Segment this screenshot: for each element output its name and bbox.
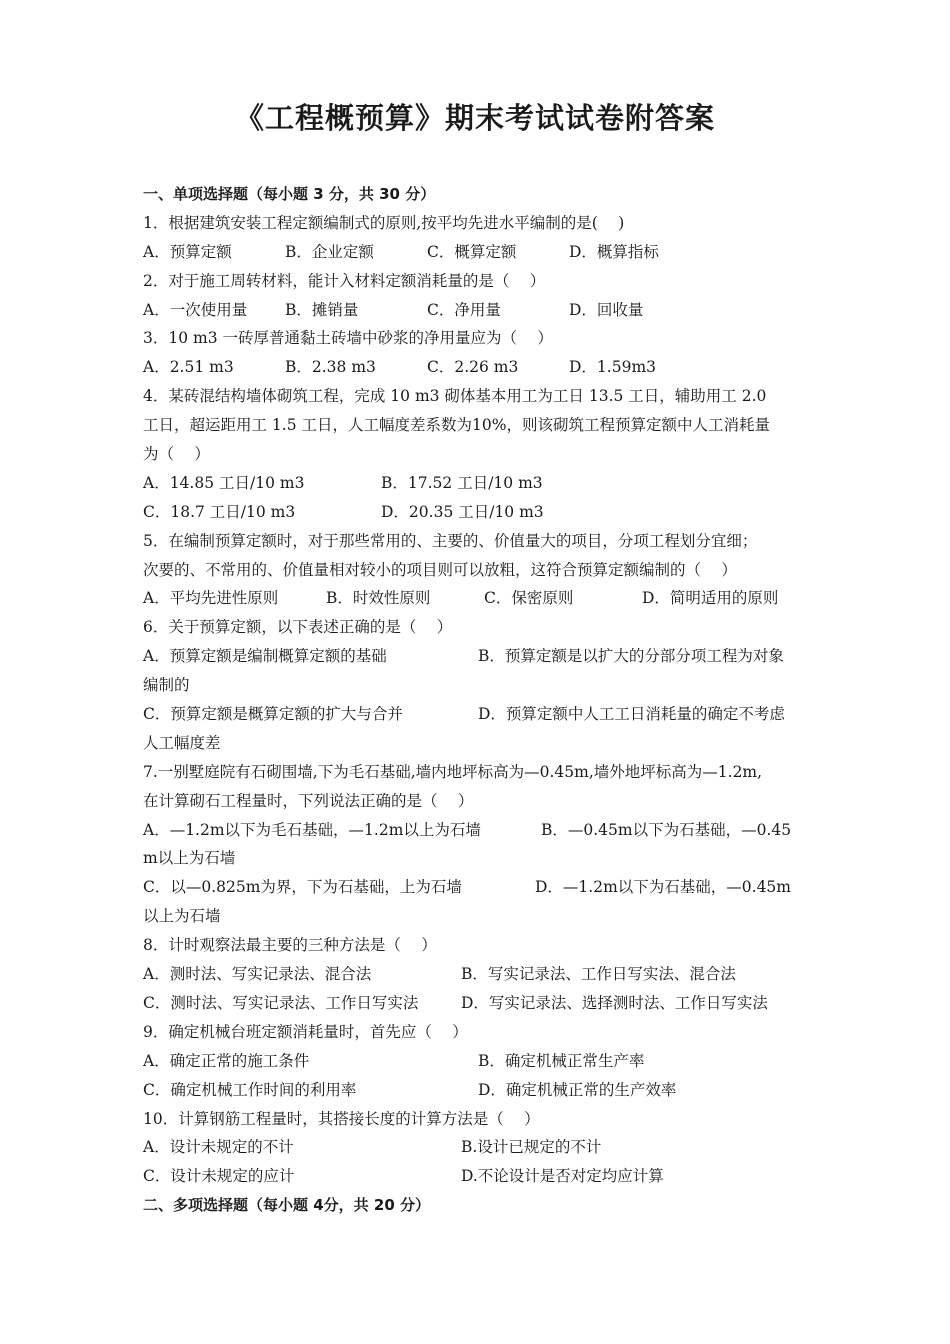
question-6-stem: 6．关于预算定额，以下表述正确的是（ ）	[143, 618, 453, 637]
question-8-options-row-2	[143, 989, 813, 1018]
question-9-option-d: D．确定机械正常的生产效率	[478, 1080, 677, 1099]
page-title: 《工程概预算》期末考试试卷附答案	[234, 101, 715, 135]
question-5-stem-line-1: 5．在编制预算定额时，对于那些常用的、主要的、价值量大的项目，分项工程划分宜细；	[143, 531, 758, 550]
question-8-option-c: C．测时法、写实记录法、工作日写实法	[143, 993, 419, 1012]
question-6-option-a: A．预算定额是编制概算定额的基础	[143, 647, 387, 666]
question-7-stem-line-2: 在计算砌石工程量时，下列说法正确的是（ ）	[143, 791, 474, 810]
section-heading-multiple-choice: 二、多项选择题（每小题 4分，共 20 分）	[143, 1196, 430, 1215]
section-heading-single-choice: 一、单项选择题（每小题 3 分，共 30 分）	[143, 185, 436, 203]
question-1-option-d: D．概算指标	[569, 242, 659, 261]
question-3-option-a: A．2.51 m3	[143, 358, 234, 377]
question-2-options	[143, 296, 813, 325]
question-1-option-a: A．预算定额	[143, 242, 232, 261]
exam-content	[143, 180, 813, 1220]
question-6-option-b: B．预算定额是以扩大的分部分项工程为对象	[478, 647, 784, 666]
question-6-option-b-continued: 编制的	[143, 676, 190, 695]
question-6-option-c: C．预算定额是概算定额的扩大与合并	[143, 705, 403, 724]
question-9-option-c: C．确定机械工作时间的利用率	[143, 1080, 357, 1099]
question-9-stem: 9．确定机械台班定额消耗量时，首先应（ ）	[143, 1022, 468, 1041]
question-8-stem: 8．计时观察法最主要的三种方法是（ ）	[143, 936, 437, 955]
question-9-option-b: B．确定机械正常生产率	[478, 1051, 645, 1070]
question-2-option-c: C．净用量	[427, 300, 501, 319]
question-7-options-row-1	[143, 816, 813, 845]
question-10-option-c: C．设计未规定的应计	[143, 1167, 295, 1186]
question-9-option-a: A．确定正常的施工条件	[143, 1051, 310, 1070]
question-3-options	[143, 353, 813, 382]
question-2-option-a: A．一次使用量	[143, 300, 248, 319]
question-10-stem: 10．计算钢筋工程量时，其搭接长度的计算方法是（ ）	[143, 1109, 540, 1128]
question-7-option-c: C．以—0.825m为界，下为石基础，上为石墙	[143, 878, 462, 897]
question-4-option-a: A．14.85 工日/10 m3	[143, 473, 305, 492]
question-4-option-d: D．20.35 工日/10 m3	[381, 502, 544, 521]
question-4-stem-line-2: 工日，超运距用工 1.5 工日，人工幅度差系数为10%，则该砌筑工程预算定额中人工消耗量	[143, 416, 770, 435]
question-7-option-d: D．—1.2m以下为石基础，—0.45m	[535, 878, 791, 897]
question-10-option-b: B.设计已规定的不计	[461, 1138, 602, 1157]
question-1-option-c: C．概算定额	[427, 242, 517, 261]
question-7-stem-line-1: 7.一别墅庭院有石砌围墙,下为毛石基础,墙内地坪标高为—0.45m,墙外地坪标高为—1.2m,	[143, 762, 763, 781]
question-7-option-b: B．—0.45m以下为石基础，—0.45	[541, 820, 792, 839]
question-4-stem-line-1: 4．某砖混结构墙体砌筑工程，完成 10 m3 砌体基本用工为工日 13.5 工日，辅助用工 2.0	[143, 387, 767, 406]
question-5-option-b: B．时效性原则	[326, 589, 431, 608]
question-1-stem: 1．根据建筑安装工程定额编制式的原则,按平均先进水平编制的是( )	[143, 213, 625, 232]
question-7-option-a: A．—1.2m以下为毛石基础，—1.2m以上为石墙	[143, 820, 481, 839]
question-10-options-row-2	[143, 1162, 813, 1191]
question-6-options-row-1	[143, 642, 813, 671]
question-10-options-row-1	[143, 1133, 813, 1162]
question-4-option-b: B．17.52 工日/10 m3	[381, 473, 543, 492]
question-5-stem-line-2: 次要的、不常用的、价值量相对较小的项目则可以放粗，这符合预算定额编制的（ ）	[143, 560, 737, 579]
question-1-options	[143, 238, 813, 267]
question-7-option-b-continued: m以上为石墙	[143, 849, 236, 868]
question-10-option-a: A．设计未规定的不计	[143, 1138, 294, 1157]
question-7-option-d-continued: 以上为石墙	[143, 907, 221, 926]
question-3-option-d: D．1.59m3	[569, 358, 656, 377]
question-2-option-d: D．回收量	[569, 300, 644, 319]
question-3-option-b: B．2.38 m3	[285, 358, 376, 377]
question-3-stem: 3．10 m3 一砖厚普通黏土砖墙中砂浆的净用量应为（ ）	[143, 329, 553, 348]
question-9-options-row-2	[143, 1076, 813, 1105]
question-3-option-c: C．2.26 m3	[427, 358, 519, 377]
question-6-option-d-continued: 人工幅度差	[143, 733, 221, 752]
question-2-stem: 2．对于施工周转材料，能计入材料定额消耗量的是（ ）	[143, 271, 546, 290]
question-6-options-row-2	[143, 700, 813, 729]
question-10-option-d: D.不论设计是否对定均应计算	[461, 1167, 664, 1186]
question-4-options-row-1	[143, 469, 813, 498]
question-8-option-d: D．写实记录法、选择测时法、工作日写实法	[461, 993, 768, 1012]
question-7-options-row-2	[143, 873, 813, 902]
question-5-options	[143, 584, 813, 613]
question-4-stem-line-3: 为（ ）	[143, 445, 210, 464]
question-1-option-b: B．企业定额	[285, 242, 374, 261]
question-2-option-b: B．摊销量	[285, 300, 359, 319]
question-8-option-b: B．写实记录法、工作日写实法、混合法	[461, 965, 736, 984]
question-9-options-row-1	[143, 1047, 813, 1076]
question-5-option-a: A．平均先进性原则	[143, 589, 279, 608]
question-5-option-c: C．保密原则	[484, 589, 574, 608]
question-8-options-row-1	[143, 960, 813, 989]
question-5-option-d: D．简明适用的原则	[642, 589, 779, 608]
question-8-option-a: A．测时法、写实记录法、混合法	[143, 965, 372, 984]
question-4-option-c: C．18.7 工日/10 m3	[143, 502, 296, 521]
question-6-option-d: D．预算定额中人工工日消耗量的确定不考虑	[478, 705, 785, 724]
question-4-options-row-2	[143, 498, 813, 527]
